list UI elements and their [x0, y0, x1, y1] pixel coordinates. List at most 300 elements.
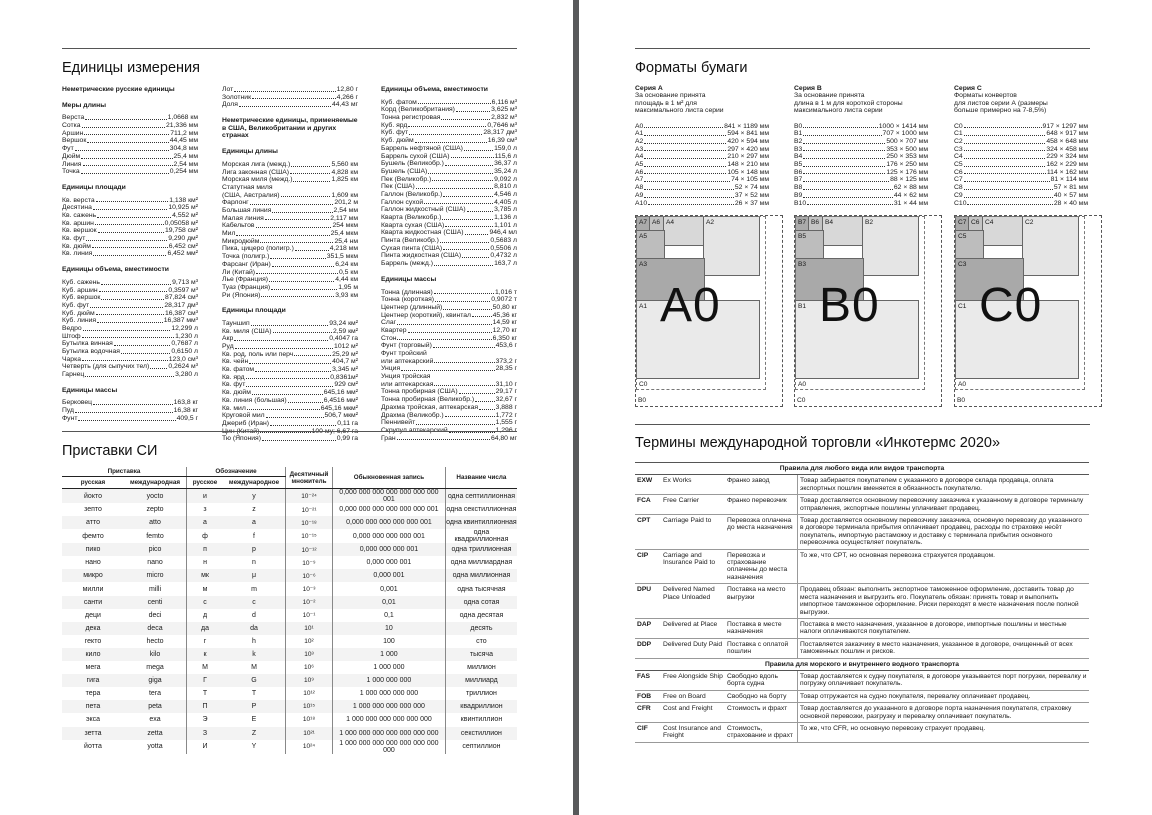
unit-value: 2,59 км² [332, 327, 358, 335]
term-description: Товар доставляется к судну покупателя, в договоре указывается порт погрузки, перевалку и погрузку оплачивает покупатель. [798, 670, 1090, 690]
unit-name: Тонна пробирная (США) [381, 388, 458, 396]
dot-leader [445, 160, 493, 166]
col-symbol: Обозначение [187, 467, 286, 477]
unit-name: Бутылка винная [62, 340, 113, 348]
unit-row [381, 304, 517, 312]
dot-leader [265, 215, 329, 221]
unit-value: 3,625 м³ [491, 106, 517, 114]
cell-written-value: 10 [333, 622, 446, 635]
table-row [635, 690, 1089, 702]
unit-row [381, 289, 517, 297]
table-row [62, 635, 517, 648]
unit-row [62, 356, 198, 364]
dot-leader [803, 184, 893, 190]
unit-value: 25,4 мкм [330, 230, 358, 238]
paper-series [954, 85, 1104, 207]
dot-leader [433, 342, 495, 348]
table-row [62, 582, 517, 595]
unit-row [222, 366, 358, 374]
unit-row [381, 245, 517, 253]
unit-row [222, 292, 358, 300]
size-value: 44 × 62 мм [893, 191, 928, 199]
format-label: A0 [798, 381, 807, 388]
unit-row [62, 227, 198, 235]
unit-row [62, 250, 198, 258]
dot-leader [97, 212, 171, 218]
dot-leader [239, 101, 331, 107]
cell-symbol-int: Y [251, 743, 257, 751]
unit-row [62, 302, 198, 310]
term-description: Поставляется заказчику в место назначения, указанное в договоре, очищенный от всех таможенных пошлин и рисков. [798, 638, 1090, 658]
unit-name: Кв. сажень [62, 211, 97, 219]
size-code: C8 [954, 184, 963, 192]
size-code: A3 [635, 145, 644, 153]
size-code: C7 [954, 176, 963, 184]
cell-symbol-int: da [223, 622, 286, 635]
dot-leader [443, 245, 489, 251]
size-value: 37 × 52 мм [734, 191, 769, 199]
cell-symbol-ru: п [187, 543, 224, 556]
dot-leader [272, 207, 332, 213]
size-code: B4 [794, 153, 803, 161]
unit-row [62, 204, 198, 212]
unit-name: Кв. вершок [62, 227, 97, 235]
dot-leader [256, 269, 338, 275]
size-value: 250 × 353 мм [886, 153, 928, 161]
unit-name: Тонна регистровая [381, 114, 441, 122]
cell-symbol-int: T [251, 690, 257, 698]
unit-name: Галлон сухой [381, 198, 424, 206]
size-code: B7 [794, 176, 803, 184]
unit-name: Гран [381, 434, 396, 442]
series-description: За основание принята [635, 92, 706, 100]
dot-leader [82, 122, 165, 128]
size-value: 148 × 210 мм [727, 161, 769, 169]
unit-name: Мил [222, 230, 236, 238]
unit-value: 2,117 мм [330, 214, 358, 222]
dot-leader [644, 130, 726, 136]
unit-name: Лье (Франция) [222, 276, 269, 284]
unit-value: 0,11 га [337, 419, 358, 427]
cell-prefix-int: tera [148, 690, 162, 698]
cell-number-name: одна квадриллионная [445, 529, 517, 543]
dot-leader [271, 284, 337, 290]
band-label: Правила для любого вида или видов транспорта [635, 463, 1089, 475]
dot-leader [418, 99, 491, 105]
cell-number-name: десять [445, 622, 517, 635]
format-label: C5 [958, 233, 967, 240]
cell-number-name: одна квинтиллионная [445, 516, 517, 529]
unit-value: 115,6 л [494, 152, 517, 160]
unit-row [62, 371, 198, 379]
unit-value: 10,925 м² [168, 204, 198, 212]
format-label: B4 [825, 219, 834, 226]
cell-number-name: одна сотая [445, 596, 517, 609]
cell-prefix-int: deca [124, 622, 187, 635]
unit-value: 28,317 дм³ [164, 301, 198, 309]
unit-row [381, 296, 517, 304]
format-label: B6 [811, 219, 820, 226]
cell-symbol-ru: Г [187, 674, 224, 687]
unit-value: 1,101 л [494, 221, 517, 229]
unit-value: 1,825 км [331, 176, 358, 184]
cell-symbol-int: G [223, 674, 286, 687]
cell-prefix-ru: пета [62, 700, 124, 713]
unit-value: 6,452 мм² [167, 250, 198, 258]
cell-multiplier: 10⁶ [286, 661, 333, 674]
dot-leader [281, 192, 331, 198]
section-heading: Единицы объема, вместимости [381, 86, 488, 93]
dot-leader [964, 192, 1053, 198]
unit-value: 14,59 кг [492, 319, 517, 327]
size-row [635, 184, 769, 192]
unit-row [222, 320, 358, 328]
unit-name: Статутная миля [222, 183, 273, 191]
table-row [635, 722, 1089, 742]
unit-value: 0,4732 л [490, 252, 517, 260]
dot-leader [266, 412, 324, 418]
unit-name: Кварта сухая (США) [381, 221, 445, 229]
format-big-label: C0 [979, 279, 1043, 332]
size-row [954, 169, 1088, 177]
size-code: C6 [954, 168, 963, 176]
dot-leader [428, 168, 493, 174]
unit-row [62, 212, 198, 220]
dot-leader [252, 94, 336, 100]
term-description: Поставка в место назначения, указанное в договоре, импортные пошлины и местные налоги оплачиваются покупателем. [798, 618, 1090, 638]
unit-value: 4,44 км [335, 276, 358, 284]
section-heading: Единицы массы [381, 275, 437, 283]
unit-row [62, 407, 198, 415]
size-code: C1 [954, 130, 963, 138]
unit-row [62, 161, 198, 169]
size-value: 105 × 148 мм [727, 168, 769, 176]
dot-leader [78, 415, 175, 421]
unit-value: 159,0 л [494, 144, 517, 152]
unit-value: 506,7 мкм² [324, 412, 358, 420]
unit-value: 93,24 км² [329, 319, 358, 327]
unit-row [222, 276, 358, 284]
term-english: Free on Board [661, 690, 725, 702]
dot-leader [803, 192, 893, 198]
dot-leader [288, 397, 323, 403]
unit-value: 1,138 км² [169, 196, 198, 204]
unit-value: 3,888 г [495, 403, 517, 411]
unit-value: 4,218 мм [329, 245, 358, 253]
unit-name: Тауншип [222, 319, 250, 327]
unit-value: 36,37 л [494, 160, 517, 168]
dot-leader [92, 243, 168, 249]
unit-name: Гарнец [62, 371, 85, 379]
dot-leader [803, 138, 885, 144]
format-label: C1 [958, 303, 967, 310]
size-row [635, 192, 769, 200]
unit-name: Стон [381, 334, 397, 342]
section-heading: Единицы длины [222, 148, 278, 156]
cell-prefix-ru: йокто [62, 489, 124, 504]
unit-row [381, 350, 517, 358]
format-label: A4 [666, 219, 675, 226]
unit-name: Баррель сухой (США) [381, 152, 450, 160]
unit-value: 3,93 км [335, 291, 358, 299]
term-description: То же, что CPT, но основная перевозка страхуется продавцом. [798, 549, 1090, 584]
cell-symbol-int: n [252, 559, 256, 567]
unit-row [222, 86, 358, 94]
format-label: C6 [971, 219, 980, 226]
unit-row [62, 415, 198, 423]
cell-symbol-int: k [223, 648, 286, 661]
size-row [794, 169, 928, 177]
table-row [62, 661, 517, 674]
dot-leader [464, 145, 493, 151]
size-value: 229 × 324 мм [1046, 153, 1088, 161]
unit-name: Унция [381, 365, 401, 373]
dot-leader [82, 356, 168, 362]
dot-leader [82, 333, 174, 339]
dot-leader [964, 169, 1046, 175]
paper-series [635, 85, 785, 207]
cell-symbol-int: p [223, 543, 286, 556]
term-description: Товар доставляется основному перевозчику заказчика к указанному в договоре терминалу отправления, экспортные пошлины уплачивает продавец. [798, 495, 1090, 515]
dot-leader [803, 169, 885, 175]
unit-name: Бушель (США) [381, 167, 428, 175]
unit-name: Куб. сажень [62, 278, 100, 286]
size-code: A5 [635, 161, 644, 169]
cell-multiplier: 10⁻² [286, 596, 333, 609]
dot-leader [408, 327, 492, 333]
dot-leader [270, 253, 325, 259]
cell-multiplier: 10⁻¹⁵ [286, 529, 333, 543]
size-code: C0 [954, 122, 963, 130]
unit-value: 9,092 л [494, 175, 517, 183]
dot-leader [445, 222, 493, 228]
format-diagram [635, 215, 783, 407]
dot-leader [255, 366, 331, 372]
size-code: B0 [794, 122, 803, 130]
format-label: C7 [958, 219, 967, 226]
unit-row [381, 222, 517, 230]
dot-leader [443, 191, 493, 197]
format-label: B5 [798, 233, 807, 240]
unit-value: 44,45 мм [169, 137, 198, 145]
unit-name: Вершок [62, 137, 87, 145]
dot-leader [644, 169, 726, 175]
unit-value: 645,16 мм² [323, 389, 358, 397]
unit-value: 25,4 мм [173, 152, 198, 160]
cell-written-value: 0,000 000 001 [333, 556, 446, 569]
cell-prefix-ru: нано [85, 559, 101, 567]
cell-multiplier: 10¹⁸ [286, 713, 333, 726]
cell-symbol-int: d [252, 611, 256, 619]
size-code: A6 [635, 168, 644, 176]
cell-written-value: 0,000 001 [333, 569, 446, 582]
unit-name: Акр [222, 335, 234, 343]
unit-name: Корд (Великобритания) [381, 106, 455, 114]
term-russian: Стоимость и фрахт [725, 703, 798, 723]
unit-name: Кв. ярд [222, 373, 245, 381]
table-row [62, 556, 517, 569]
size-row [794, 123, 928, 131]
unit-value: 1,136 л [494, 214, 517, 222]
table-row [635, 703, 1089, 723]
unit-value: 4,828 км [331, 168, 358, 176]
cell-multiplier: 10⁻¹² [286, 543, 333, 556]
cell-symbol-ru: м [187, 582, 224, 595]
dot-leader [964, 184, 1053, 190]
unit-name: Кв. фут [222, 381, 246, 389]
unit-name: Точка (полигр.) [222, 253, 270, 261]
band-label: Правила для морского и внутреннего водного транспорта [635, 658, 1089, 670]
cell-prefix-int: milli [148, 585, 162, 593]
cell-symbol-ru: а [187, 516, 224, 529]
dot-leader [93, 204, 167, 210]
size-row [635, 169, 769, 177]
unit-value: 31,10 г [495, 380, 517, 388]
cell-multiplier: 10² [286, 635, 333, 648]
dot-leader [644, 161, 726, 167]
unit-name: Морская миля (межд.) [222, 176, 293, 184]
unit-row [222, 101, 358, 109]
size-code: B1 [794, 130, 803, 138]
dot-leader [440, 237, 489, 243]
unit-name: Слаг [381, 319, 397, 327]
cell-written-value: 100 [333, 635, 446, 648]
incoterms-table-wrap [635, 462, 1089, 743]
unit-name: Драхма тройская, аптекарская [381, 403, 479, 411]
unit-name: Фунт (торговый) [381, 342, 432, 350]
term-english: Ex Works [661, 475, 725, 495]
unit-value: 12,70 кг [492, 326, 517, 334]
table-row [635, 618, 1089, 638]
cell-number-name: триллион [445, 687, 517, 700]
size-row [635, 153, 769, 161]
size-row [794, 200, 928, 208]
cell-symbol-int: h [252, 637, 256, 645]
dot-leader [234, 335, 328, 341]
term-code: EXW [635, 475, 661, 495]
format-diagram [954, 215, 1102, 407]
cell-symbol-ru: з [187, 503, 224, 516]
unit-name: Кв. дюйм [62, 242, 91, 250]
unit-row [381, 373, 517, 381]
size-row [635, 123, 769, 131]
format-label: A2 [706, 219, 715, 226]
table-row [62, 687, 517, 700]
section-heading: Единицы массы [62, 386, 118, 394]
format-label: B1 [798, 303, 807, 310]
series-description: максимального листа серии [794, 107, 883, 115]
term-code: FCA [635, 495, 661, 515]
table-row [62, 569, 517, 582]
unit-value: 304,8 мм [169, 145, 198, 153]
unit-name: Куб. дюйм [62, 309, 95, 317]
cell-number-name: одна септиллионная [445, 489, 517, 504]
si-table-body [62, 489, 517, 754]
unit-row [381, 114, 517, 122]
dot-leader [397, 335, 491, 341]
dot-leader [964, 123, 1042, 129]
dot-leader [648, 200, 734, 206]
table-row [62, 543, 517, 556]
term-description: То же, что CFR, но основную перевозку страхует продавец. [798, 722, 1090, 742]
table-row [62, 529, 517, 543]
unit-name: Куб. фатом [381, 98, 417, 106]
unit-name: Пинта жидкостная (США) [381, 252, 462, 260]
size-row [635, 176, 769, 184]
unit-row [222, 207, 358, 215]
table-row [62, 596, 517, 609]
cell-symbol-ru: к [187, 648, 224, 661]
unit-row [62, 235, 198, 243]
size-value: 324 × 458 мм [1046, 145, 1088, 153]
units-title: Единицы измерения [62, 60, 200, 76]
dot-leader [90, 302, 163, 308]
dot-leader [291, 161, 330, 167]
cell-prefix-int: giga [124, 674, 187, 687]
cell-symbol-ru: с [187, 596, 224, 609]
cell-prefix-int: micro [124, 569, 187, 582]
cell-written-value: 0,001 [333, 582, 446, 595]
size-value: 841 × 1189 мм [724, 122, 769, 130]
unit-row [62, 363, 198, 371]
unit-name: Верста [62, 114, 85, 122]
dot-leader [408, 122, 486, 128]
unit-value: 1,0668 км [167, 114, 198, 122]
cell-written-value: 0,000 000 000 000 000 000 001 [333, 503, 446, 516]
unit-value: 45,36 кг [492, 311, 517, 319]
unit-value: 404,7 м² [332, 358, 358, 366]
unit-value: 163,7 л [494, 260, 517, 268]
size-code: C3 [954, 145, 963, 153]
unit-name: Кв. верста [62, 196, 95, 204]
unit-row [62, 348, 198, 356]
dot-leader [273, 328, 332, 334]
dot-leader [93, 399, 173, 405]
cell-prefix-int: deci [148, 611, 162, 619]
dot-leader [87, 137, 168, 143]
unit-value: 453,6 г [495, 342, 517, 350]
format-label: A1 [639, 303, 648, 310]
unit-name: Центнер (короткий), квинтал [381, 311, 472, 319]
size-value: 353 × 500 мм [886, 145, 928, 153]
cell-prefix-ru: милли [82, 585, 104, 593]
unit-row [222, 412, 358, 420]
dot-leader [644, 184, 734, 190]
size-value: 88 × 125 мм [890, 176, 928, 184]
dot-leader [432, 176, 493, 182]
unit-name: Фарсанг (Иран) [222, 260, 271, 268]
dot-leader [84, 130, 169, 136]
cell-written-value: 1 000 000 000 000 000 000 000 [333, 727, 446, 740]
cell-prefix-int: yotta [147, 743, 163, 751]
cell-number-name: миллиард [445, 674, 517, 687]
term-english: Delivered Duty Paid [661, 638, 725, 658]
unit-value: 6,116 м³ [491, 98, 517, 106]
cell-written-value: 1 000 000 000 000 [333, 687, 446, 700]
unit-value: 0,8361м² [330, 373, 358, 381]
cell-prefix-ru: гекто [84, 637, 102, 645]
unit-value: 16,387 мм³ [163, 317, 198, 325]
size-list [954, 123, 1104, 208]
cell-prefix-ru: дека [62, 622, 124, 635]
dot-leader [964, 176, 1050, 182]
size-code: A4 [635, 153, 644, 161]
unit-row [381, 176, 517, 184]
dot-leader [465, 229, 489, 235]
cell-written-value: 0,1 [333, 609, 446, 622]
cell-prefix-int: exa [149, 716, 161, 724]
units-column-2 [222, 86, 358, 443]
